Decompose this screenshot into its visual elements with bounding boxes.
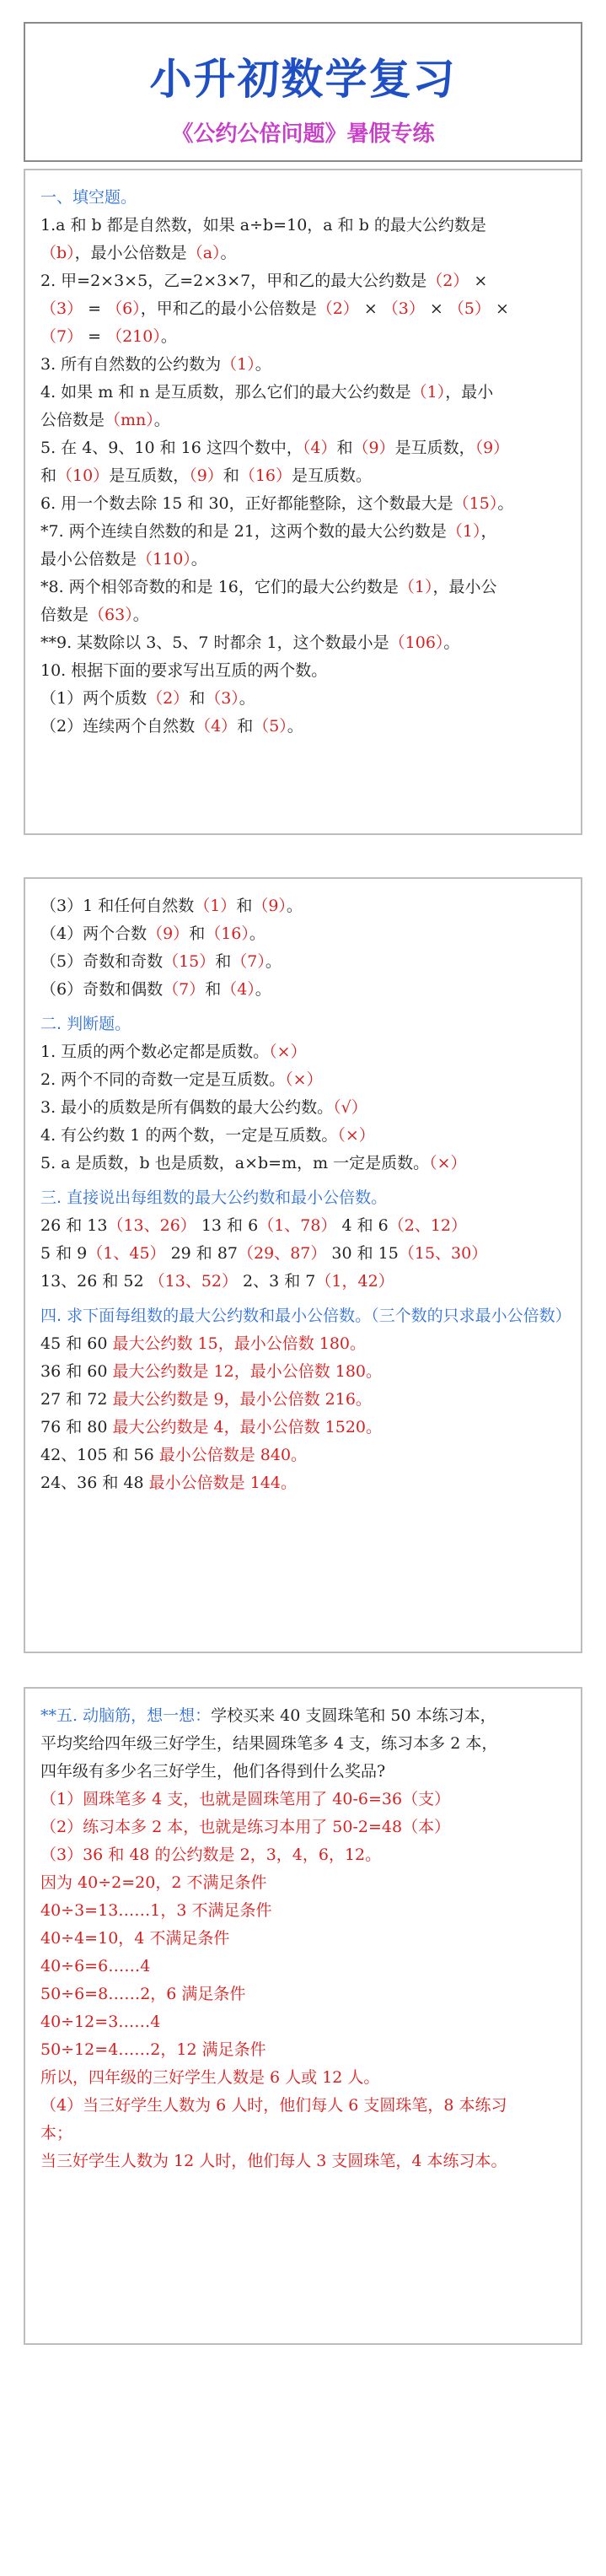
question-text: 5. a 是质数，b 也是质数，a×b=m，m 一定是质数。 <box>40 1154 430 1172</box>
question-text: 和 <box>40 466 57 485</box>
answer-text: （210） <box>106 327 161 346</box>
question-text: （3）1 和任何自然数 <box>40 897 195 915</box>
fill-in-continued-lines <box>40 892 569 1004</box>
answer-text: （9） <box>475 439 510 457</box>
answer-text: 最大公约数 15，最小公倍数 180。 <box>112 1334 367 1353</box>
question-text: 1.a 和 b 都是自然数，如果 a÷b=10，a 和 b 的最大公约数是 <box>40 216 486 234</box>
text-line <box>40 518 569 546</box>
question-text: 是互质数， <box>394 439 475 457</box>
question-text: 。 <box>286 897 303 915</box>
answer-text: （×） <box>429 1154 467 1172</box>
text-line <box>40 1094 569 1122</box>
answer-text: （4）当三好学生人数为 6 人时，他们每人 6 支圆珠笔，8 本练习 <box>40 2096 507 2115</box>
question-text: 42、105 和 56 <box>40 1446 159 1464</box>
brain-teaser-lines <box>40 1702 569 2175</box>
question-text: 5. 在 4、9、10 和 16 这四个数中， <box>40 439 303 457</box>
question-text: 1. 互质的两个数必定都是质数。 <box>40 1043 270 1061</box>
text-line <box>40 1758 569 1786</box>
answer-text: （9） <box>252 897 287 915</box>
answer-text: （2、12） <box>388 1216 468 1235</box>
title-box <box>24 22 582 162</box>
answer-text: （1，42） <box>315 1272 394 1291</box>
question-text: 27 和 72 <box>40 1390 113 1409</box>
text-line <box>40 1066 569 1094</box>
question-text: 最小公倍数是 <box>40 550 137 569</box>
question-text: = <box>83 327 107 346</box>
text-line <box>40 1702 569 1730</box>
question-text: 。 <box>287 717 303 736</box>
answer-text: 因为 40÷2=20，2 不满足条件 <box>40 1873 267 1892</box>
answer-text: （29、87） <box>238 1244 327 1263</box>
answer-text: （63） <box>88 606 133 624</box>
answer-text: （7） <box>231 952 265 971</box>
answer-text: （9） <box>352 439 395 457</box>
answer-text: 当三好学生人数为 12 人时，他们每人 3 支圆珠笔，4 本练习本。 <box>40 2152 507 2170</box>
text-line <box>40 462 569 490</box>
question-text: 45 和 60 <box>40 1334 113 1353</box>
answer-text: （5） <box>253 717 287 736</box>
answer-text: （7） <box>40 327 83 346</box>
question-text: **9. 某数除以 3、5、7 时都余 1，这个数最小是 <box>40 633 389 652</box>
text-line <box>40 1786 569 1813</box>
answer-text: 最大公约数是 12，最小公倍数 180。 <box>112 1362 383 1381</box>
question-text: 学校买来 40 支圆珠笔和 50 本练习本， <box>211 1706 496 1725</box>
question-text: 。 <box>255 355 271 374</box>
question-text: 。 <box>153 411 170 429</box>
answer-text: （1） <box>446 522 481 541</box>
page-subtitle: 《公约公倍问题》暑假专练 <box>171 121 435 147</box>
answer-text: 50÷12=4……2，12 满足条件 <box>40 2040 266 2059</box>
question-text: 5 和 9 <box>40 1244 88 1263</box>
section-heading-gcd-lcm: 四. 求下面每组数的最大公约数和最小公倍数。（三个数的只求最小公倍数） <box>40 1307 571 1325</box>
text-line <box>40 976 569 1004</box>
answer-text: （×） <box>285 1070 323 1089</box>
answer-text: （106） <box>389 633 444 652</box>
question-text: 和 <box>215 952 232 971</box>
answer-text: （15） <box>453 494 498 513</box>
question-text: 2. 两个不同的奇数一定是互质数。 <box>40 1070 286 1089</box>
question-text: 和 <box>236 897 253 915</box>
answer-text: （4） <box>195 717 238 736</box>
question-text: 。 <box>497 494 514 513</box>
question-text: 和 <box>189 689 206 708</box>
answer-text: 40÷3=13……1，3 不满足条件 <box>40 1901 272 1920</box>
question-text: 。 <box>160 327 177 346</box>
question-text: 76 和 80 <box>40 1418 113 1436</box>
text-line <box>40 1953 569 1981</box>
answer-text: （a） <box>186 244 221 262</box>
answer-text: 最大公约数是 4，最小公倍数 1520。 <box>112 1418 383 1436</box>
judgement-lines <box>40 1038 569 1178</box>
answer-text: （10） <box>56 466 110 485</box>
text-line <box>40 1358 569 1386</box>
answer-text: （9） <box>147 924 190 943</box>
question-text: ，甲和乙的最小公倍数是 <box>140 299 317 318</box>
text-line <box>40 1150 569 1178</box>
panel-brain-teaser <box>24 1687 582 2345</box>
answer-text: （1） <box>410 383 446 401</box>
text-line <box>40 629 569 657</box>
text-line <box>40 295 569 323</box>
answer-text: （9） <box>189 466 223 485</box>
text-line <box>40 713 569 741</box>
answer-text: （5） <box>448 299 491 318</box>
question-text: = <box>83 299 107 318</box>
answer-text: （2） <box>426 272 469 290</box>
answer-text: （1） <box>398 578 433 596</box>
answer-text: （7） <box>163 980 206 999</box>
answer-text: （1） <box>221 355 255 374</box>
question-text: （1）两个质数 <box>40 689 147 708</box>
answer-text: （110） <box>137 550 191 569</box>
text-line <box>40 1240 569 1268</box>
text-line <box>40 323 569 351</box>
section-heading-fill-in: 一、填空题。 <box>40 188 137 207</box>
question-text: 和 <box>223 466 239 485</box>
question-text: 13、26 和 52 <box>40 1272 149 1291</box>
answer-text: 最大公约数是 9，最小公倍数 216。 <box>112 1390 372 1409</box>
answer-text: （3） <box>205 689 239 708</box>
answer-text: （1） <box>194 897 237 915</box>
text-line <box>40 546 569 574</box>
answer-text: 所以，四年级的三好学生人数是 6 人或 12 人。 <box>40 2068 380 2087</box>
question-text: 10. 根据下面的要求写出互质的两个数。 <box>40 661 328 680</box>
question-text: ，最小公倍数是 <box>74 244 187 262</box>
question-text: *8. 两个相邻奇数的和是 16，它们的最大公约数是 <box>40 578 399 596</box>
answer-text: （1、78） <box>258 1216 337 1235</box>
answer-text: （16） <box>205 924 249 943</box>
question-text: 和 <box>189 924 206 943</box>
question-text: × <box>469 272 488 290</box>
answer-text: 40÷4=10，4 不满足条件 <box>40 1929 230 1948</box>
answer-text: （15、30） <box>398 1244 488 1263</box>
answer-text: （1）圆珠笔多 4 支，也就是圆珠笔用了 40-6=36（支） <box>40 1790 451 1808</box>
answer-text: （4） <box>221 980 255 999</box>
text-line <box>40 601 569 629</box>
question-text: 26 和 13 <box>40 1216 108 1235</box>
fill-in-lines <box>40 212 569 741</box>
answer-text: 最小公倍数是 144。 <box>148 1474 297 1492</box>
text-line <box>40 1268 569 1296</box>
text-line <box>40 948 569 976</box>
text-line <box>40 1981 569 2008</box>
text-line <box>40 1442 569 1469</box>
question-text: 倍数是 <box>40 606 89 624</box>
question-text: 和 <box>237 717 254 736</box>
question-text: 是互质数。 <box>292 466 373 485</box>
question-text: 。 <box>249 924 265 943</box>
question-text: 13 和 6 <box>196 1216 259 1235</box>
question-text: 。 <box>265 952 282 971</box>
text-line <box>40 892 569 920</box>
answer-text: （1、45） <box>87 1244 166 1263</box>
question-text: 24、36 和 48 <box>40 1474 149 1492</box>
text-line <box>40 267 569 295</box>
text-line <box>40 1813 569 1841</box>
direct-answer-lines <box>40 1212 569 1296</box>
answer-text: 本； <box>40 2124 73 2142</box>
text-line <box>40 1897 569 1925</box>
question-text: 4. 如果 m 和 n 是互质数，那么它们的最大公约数是 <box>40 383 411 401</box>
answer-text: 最小公倍数是 840。 <box>158 1446 308 1464</box>
question-text: 公倍数是 <box>40 411 105 429</box>
text-line <box>40 685 569 713</box>
text-line <box>40 2120 569 2148</box>
question-text: × <box>490 299 509 318</box>
text-line <box>40 574 569 601</box>
question-text: 是互质数， <box>109 466 190 485</box>
question-text: （2）连续两个自然数 <box>40 717 196 736</box>
section-heading-direct-answer: 三. 直接说出每组数的最大公约数和最小公倍数。 <box>40 1188 388 1207</box>
text-line <box>40 1730 569 1758</box>
question-text: 2. 甲=2×3×5，乙=2×3×7，甲和乙的最大公约数是 <box>40 272 427 290</box>
text-line <box>40 379 569 407</box>
question-text: × <box>358 299 383 318</box>
answer-text: （3）36 和 48 的公约数是 2，3，4，6，12。 <box>40 1846 382 1864</box>
question-text: 6. 用一个数去除 15 和 30，正好都能整除，这个数最大是 <box>40 494 453 513</box>
question-text: **五. 动脑筋，想一想： <box>40 1706 212 1725</box>
panel-fill-in <box>24 169 582 835</box>
answer-text: （15） <box>163 952 216 971</box>
answer-text: （2） <box>147 689 190 708</box>
text-line <box>40 1841 569 1869</box>
answer-text: （b） <box>40 244 75 262</box>
question-text: 四年级有多少名三好学生，他们各得到什么奖品? <box>40 1762 386 1781</box>
question-text: 4. 有公约数 1 的两个数，一定是互质数。 <box>40 1126 338 1145</box>
question-text: （4）两个合数 <box>40 924 147 943</box>
text-line <box>40 1212 569 1240</box>
text-line <box>40 2036 569 2064</box>
text-line <box>40 407 569 434</box>
text-line <box>40 2148 569 2175</box>
question-text: 和 <box>336 439 353 457</box>
answer-text: （3） <box>40 299 83 318</box>
text-line <box>40 1414 569 1442</box>
text-line <box>40 1925 569 1953</box>
question-text: 4 和 6 <box>336 1216 389 1235</box>
answer-text: （√） <box>333 1098 367 1117</box>
text-line <box>40 2064 569 2092</box>
text-line <box>40 1469 569 1497</box>
question-text: ，最小 <box>445 383 494 401</box>
section-heading-judgement: 二. 判断题。 <box>40 1015 131 1033</box>
text-line <box>40 1330 569 1358</box>
answer-text: （3） <box>382 299 425 318</box>
answer-text: （6） <box>106 299 141 318</box>
question-text: 36 和 60 <box>40 1362 113 1381</box>
answer-text: （16） <box>239 466 292 485</box>
panel-judgement <box>24 877 582 1653</box>
answer-text: （13、52） <box>148 1272 239 1291</box>
question-text: ， <box>480 522 497 541</box>
answer-text: （×） <box>269 1043 307 1061</box>
question-text: 。 <box>239 689 255 708</box>
text-line <box>40 434 569 462</box>
answer-text: （×） <box>337 1126 375 1145</box>
text-line <box>40 1386 569 1414</box>
question-text: ，最小公 <box>432 578 497 596</box>
answer-text: （2）练习本多 2 本，也就是练习本用了 50-2=48（本） <box>40 1818 451 1836</box>
answer-text: （13、26） <box>107 1216 196 1235</box>
text-line <box>40 351 569 379</box>
question-text: 和 <box>205 980 222 999</box>
text-line <box>40 490 569 518</box>
page-title: 小升初数学复习 <box>149 55 457 104</box>
text-line <box>40 2092 569 2120</box>
text-line <box>40 920 569 948</box>
question-text: × <box>424 299 448 318</box>
answer-text: （4） <box>302 439 337 457</box>
question-text: 3. 所有自然数的公约数为 <box>40 355 222 374</box>
text-line <box>40 2008 569 2036</box>
answer-text: 40÷6=6……4 <box>40 1957 151 1975</box>
text-line <box>40 1869 569 1897</box>
question-text: 29 和 87 <box>165 1244 239 1263</box>
text-line <box>40 240 569 267</box>
text-line <box>40 1038 569 1066</box>
question-text: 平均奖给四年级三好学生，结果圆珠笔多 4 支，练习本多 2 本， <box>40 1734 498 1753</box>
text-line <box>40 212 569 240</box>
question-text: 。 <box>190 550 207 569</box>
question-text: 。 <box>220 244 237 262</box>
text-line <box>40 1122 569 1150</box>
question-text: *7. 两个连续自然数的和是 21，这两个数的最大公约数是 <box>40 522 447 541</box>
answer-text: （mn） <box>105 411 154 429</box>
question-text: （5）奇数和奇数 <box>40 952 164 971</box>
question-text: 3. 最小的质数是所有偶数的最大公约数。 <box>40 1098 334 1117</box>
question-text: 。 <box>132 606 149 624</box>
answer-text: 50÷6=8……2，6 满足条件 <box>40 1985 246 2003</box>
gcd-lcm-lines <box>40 1330 569 1497</box>
question-text: 。 <box>443 633 460 652</box>
question-text: 2、3 和 7 <box>238 1272 316 1291</box>
text-line <box>40 657 569 685</box>
question-text: （6）奇数和偶数 <box>40 980 164 999</box>
answer-text: （2） <box>316 299 359 318</box>
question-text: 30 和 15 <box>326 1244 399 1263</box>
question-text: 。 <box>255 980 271 999</box>
answer-text: 40÷12=3……4 <box>40 2013 161 2031</box>
